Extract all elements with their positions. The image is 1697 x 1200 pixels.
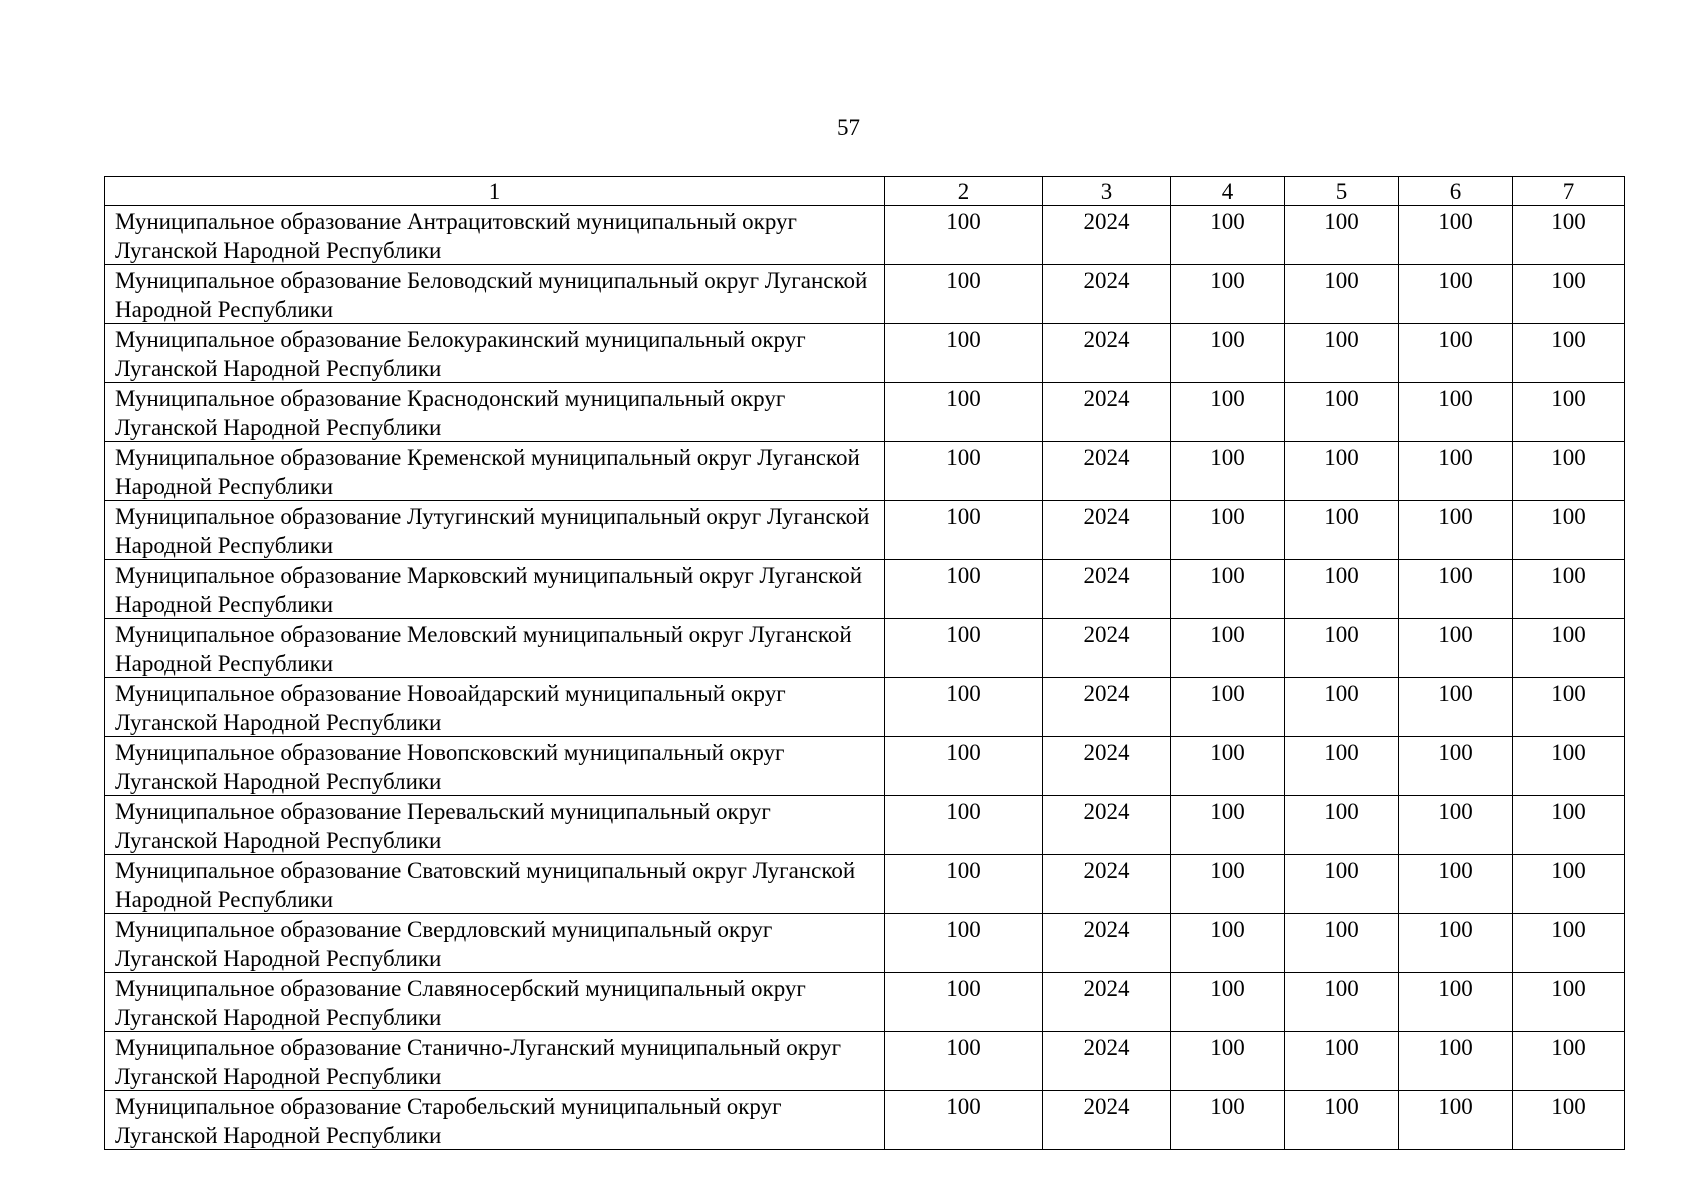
value-cell-col-5: 100: [1285, 1032, 1399, 1090]
table-header-row: [105, 177, 1625, 206]
value-cell-col-3: 2024: [1043, 206, 1171, 264]
value-cell-col-4: 100: [1171, 973, 1285, 1031]
value-cell-col-3: 2024: [1043, 1091, 1171, 1149]
value-cell-col-3: 2024: [1043, 324, 1171, 382]
value-cell-col-2: 100: [885, 324, 1043, 382]
value-cell-col-5: 100: [1285, 560, 1399, 618]
municipality-name-cell: Муниципальное образование Белокуракинский муниципальный округ Луганской Народной Республики: [105, 324, 885, 382]
value-cell-col-5: 100: [1285, 442, 1399, 500]
value-cell-col-2: 100: [885, 1032, 1043, 1090]
table-row: [105, 560, 1625, 619]
value-cell-col-2: 100: [885, 678, 1043, 736]
table-row: [105, 383, 1625, 442]
municipality-name-cell: Муниципальное образование Краснодонский муниципальный округ Луганской Народной Республики: [105, 383, 885, 441]
value-cell-col-3: 2024: [1043, 678, 1171, 736]
value-cell-col-4: 100: [1171, 737, 1285, 795]
value-cell-col-2: 100: [885, 1091, 1043, 1149]
value-cell-col-7: 100: [1513, 206, 1625, 264]
column-header-4: 4: [1171, 177, 1285, 205]
municipality-name-cell: Муниципальное образование Сватовский муниципальный округ Луганской Народной Республики: [105, 855, 885, 913]
value-cell-col-2: 100: [885, 619, 1043, 677]
municipality-name-cell: Муниципальное образование Свердловский муниципальный округ Луганской Народной Республики: [105, 914, 885, 972]
value-cell-col-6: 100: [1399, 206, 1513, 264]
municipality-name-cell: Муниципальное образование Новоайдарский муниципальный округ Луганской Народной Республики: [105, 678, 885, 736]
value-cell-col-5: 100: [1285, 737, 1399, 795]
municipality-name-cell: Муниципальное образование Лутугинский муниципальный округ Луганской Народной Республики: [105, 501, 885, 559]
value-cell-col-2: 100: [885, 206, 1043, 264]
value-cell-col-3: 2024: [1043, 619, 1171, 677]
value-cell-col-5: 100: [1285, 1091, 1399, 1149]
municipality-name-cell: Муниципальное образование Антрацитовский муниципальный округ Луганской Народной Республики: [105, 206, 885, 264]
value-cell-col-5: 100: [1285, 973, 1399, 1031]
value-cell-col-3: 2024: [1043, 914, 1171, 972]
value-cell-col-6: 100: [1399, 383, 1513, 441]
value-cell-col-5: 100: [1285, 501, 1399, 559]
page-number: 57: [837, 115, 860, 140]
value-cell-col-4: 100: [1171, 1032, 1285, 1090]
value-cell-col-7: 100: [1513, 383, 1625, 441]
column-header-5: 5: [1285, 177, 1399, 205]
table-row: [105, 501, 1625, 560]
value-cell-col-7: 100: [1513, 324, 1625, 382]
value-cell-col-7: 100: [1513, 501, 1625, 559]
value-cell-col-3: 2024: [1043, 796, 1171, 854]
column-header-7: 7: [1513, 177, 1625, 205]
value-cell-col-7: 100: [1513, 1032, 1625, 1090]
value-cell-col-7: 100: [1513, 1091, 1625, 1149]
value-cell-col-6: 100: [1399, 678, 1513, 736]
table-row: [105, 265, 1625, 324]
value-cell-col-7: 100: [1513, 796, 1625, 854]
value-cell-col-7: 100: [1513, 619, 1625, 677]
municipality-name-cell: Муниципальное образование Старобельский муниципальный округ Луганской Народной Республики: [105, 1091, 885, 1149]
value-cell-col-7: 100: [1513, 914, 1625, 972]
value-cell-col-3: 2024: [1043, 442, 1171, 500]
municipality-name-cell: Муниципальное образование Станично-Луганский муниципальный округ Луганской Народной Республики: [105, 1032, 885, 1090]
column-header-3: 3: [1043, 177, 1171, 205]
value-cell-col-5: 100: [1285, 265, 1399, 323]
municipality-name-cell: Муниципальное образование Перевальский муниципальный округ Луганской Народной Республики: [105, 796, 885, 854]
table-row: [105, 914, 1625, 973]
value-cell-col-2: 100: [885, 442, 1043, 500]
municipality-name-cell: Муниципальное образование Новопсковский муниципальный округ Луганской Народной Республики: [105, 737, 885, 795]
value-cell-col-5: 100: [1285, 678, 1399, 736]
value-cell-col-7: 100: [1513, 678, 1625, 736]
value-cell-col-2: 100: [885, 796, 1043, 854]
municipality-name-cell: Муниципальное образование Беловодский муниципальный округ Луганской Народной Республики: [105, 265, 885, 323]
table-row: [105, 796, 1625, 855]
value-cell-col-6: 100: [1399, 914, 1513, 972]
value-cell-col-4: 100: [1171, 383, 1285, 441]
value-cell-col-6: 100: [1399, 973, 1513, 1031]
value-cell-col-5: 100: [1285, 914, 1399, 972]
value-cell-col-7: 100: [1513, 442, 1625, 500]
value-cell-col-3: 2024: [1043, 855, 1171, 913]
value-cell-col-7: 100: [1513, 560, 1625, 618]
value-cell-col-6: 100: [1399, 265, 1513, 323]
value-cell-col-6: 100: [1399, 442, 1513, 500]
value-cell-col-5: 100: [1285, 796, 1399, 854]
value-cell-col-7: 100: [1513, 265, 1625, 323]
value-cell-col-4: 100: [1171, 619, 1285, 677]
value-cell-col-6: 100: [1399, 560, 1513, 618]
value-cell-col-3: 2024: [1043, 1032, 1171, 1090]
value-cell-col-4: 100: [1171, 206, 1285, 264]
value-cell-col-3: 2024: [1043, 265, 1171, 323]
value-cell-col-2: 100: [885, 501, 1043, 559]
value-cell-col-4: 100: [1171, 324, 1285, 382]
column-header-2: 2: [885, 177, 1043, 205]
value-cell-col-5: 100: [1285, 324, 1399, 382]
value-cell-col-2: 100: [885, 560, 1043, 618]
value-cell-col-2: 100: [885, 383, 1043, 441]
value-cell-col-6: 100: [1399, 501, 1513, 559]
value-cell-col-3: 2024: [1043, 737, 1171, 795]
value-cell-col-6: 100: [1399, 1091, 1513, 1149]
value-cell-col-3: 2024: [1043, 973, 1171, 1031]
table-row: [105, 973, 1625, 1032]
value-cell-col-4: 100: [1171, 560, 1285, 618]
table-row: [105, 855, 1625, 914]
value-cell-col-5: 100: [1285, 855, 1399, 913]
value-cell-col-4: 100: [1171, 914, 1285, 972]
value-cell-col-2: 100: [885, 265, 1043, 323]
column-header-6: 6: [1399, 177, 1513, 205]
value-cell-col-4: 100: [1171, 501, 1285, 559]
value-cell-col-4: 100: [1171, 1091, 1285, 1149]
value-cell-col-6: 100: [1399, 1032, 1513, 1090]
value-cell-col-2: 100: [885, 973, 1043, 1031]
table-row: [105, 619, 1625, 678]
value-cell-col-2: 100: [885, 737, 1043, 795]
value-cell-col-3: 2024: [1043, 501, 1171, 559]
value-cell-col-4: 100: [1171, 855, 1285, 913]
table-row: [105, 324, 1625, 383]
municipality-name-cell: Муниципальное образование Кременской муниципальный округ Луганской Народной Республики: [105, 442, 885, 500]
value-cell-col-2: 100: [885, 914, 1043, 972]
value-cell-col-6: 100: [1399, 796, 1513, 854]
table-row: [105, 1032, 1625, 1091]
value-cell-col-3: 2024: [1043, 560, 1171, 618]
value-cell-col-6: 100: [1399, 324, 1513, 382]
table-row: [105, 442, 1625, 501]
municipality-name-cell: Муниципальное образование Меловский муниципальный округ Луганской Народной Республики: [105, 619, 885, 677]
value-cell-col-4: 100: [1171, 442, 1285, 500]
table-body: [105, 206, 1625, 1150]
value-cell-col-6: 100: [1399, 737, 1513, 795]
value-cell-col-5: 100: [1285, 206, 1399, 264]
value-cell-col-7: 100: [1513, 737, 1625, 795]
column-header-1: 1: [105, 177, 885, 205]
value-cell-col-4: 100: [1171, 796, 1285, 854]
data-table: [104, 176, 1625, 1150]
value-cell-col-7: 100: [1513, 973, 1625, 1031]
table-row: [105, 737, 1625, 796]
value-cell-col-6: 100: [1399, 619, 1513, 677]
value-cell-col-6: 100: [1399, 855, 1513, 913]
value-cell-col-4: 100: [1171, 265, 1285, 323]
value-cell-col-5: 100: [1285, 383, 1399, 441]
table-row: [105, 1091, 1625, 1150]
table-row: [105, 206, 1625, 265]
value-cell-col-2: 100: [885, 855, 1043, 913]
value-cell-col-5: 100: [1285, 619, 1399, 677]
value-cell-col-3: 2024: [1043, 383, 1171, 441]
table-row: [105, 678, 1625, 737]
municipality-name-cell: Муниципальное образование Марковский муниципальный округ Луганской Народной Республики: [105, 560, 885, 618]
municipality-name-cell: Муниципальное образование Славяносербский муниципальный округ Луганской Народной Республики: [105, 973, 885, 1031]
value-cell-col-4: 100: [1171, 678, 1285, 736]
value-cell-col-7: 100: [1513, 855, 1625, 913]
